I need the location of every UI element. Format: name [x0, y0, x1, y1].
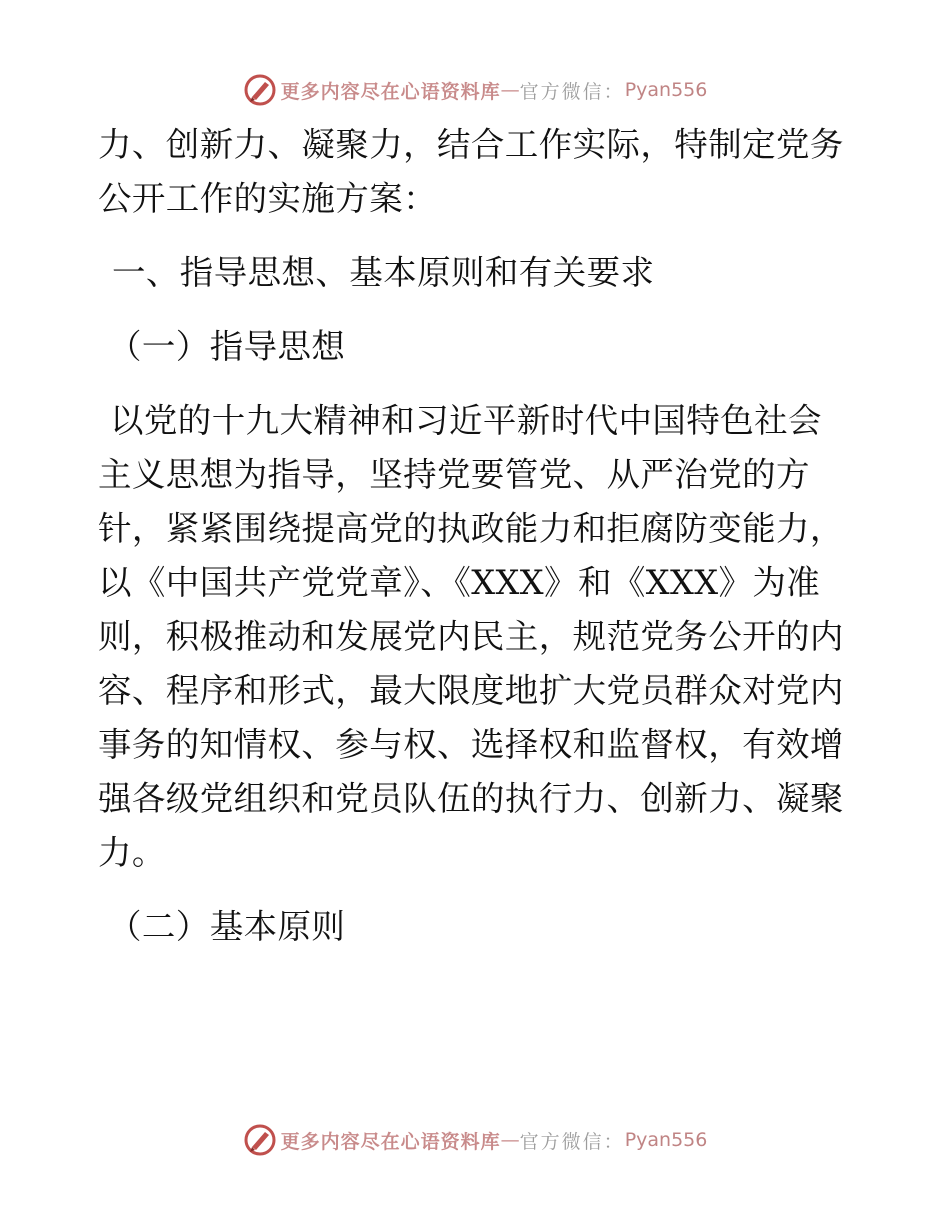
watermark-header	[0, 70, 950, 110]
pen-logo-icon	[243, 73, 277, 107]
body-line: 以党的十九大精神和习近平新时代中国特色社会	[110, 401, 822, 440]
watermark-official-label: 官方微信：	[519, 1130, 625, 1153]
watermark-dash: —	[500, 1129, 520, 1151]
intro-line: 公开工作的实施方案：	[98, 179, 437, 218]
watermark-main-text: 更多内容尽在心语资料库	[280, 80, 501, 103]
watermark-wechat-id: Pyan556	[624, 79, 708, 101]
subsection-heading: （二）基本原则	[108, 907, 346, 946]
watermark-wechat-id: Pyan556	[624, 1129, 708, 1151]
document-content	[98, 118, 858, 954]
pen-logo-icon	[243, 1123, 277, 1157]
body-line: 强各级党组织和党员队伍的执行力、创新力、凝聚	[98, 779, 844, 818]
body-line: 事务的知情权、参与权、选择权和监督权，有效增	[98, 725, 844, 764]
intro-line: 力、创新力、凝聚力，结合工作实际，特制定党务	[98, 125, 844, 164]
watermark-main-text: 更多内容尽在心语资料库	[280, 1130, 501, 1153]
body-line: 主义思想为指导，坚持党要管党、从严治党的方	[98, 455, 810, 494]
watermark-dash: —	[500, 79, 520, 101]
watermark-footer	[0, 1120, 950, 1160]
section-heading: 一、指导思想、基本原则和有关要求	[112, 253, 655, 292]
body-line: 容、程序和形式，最大限度地扩大党员群众对党内	[98, 671, 844, 710]
body-line: 力。	[98, 833, 166, 872]
body-line: 针，紧紧围绕提高党的执政能力和拒腐防变能力，	[98, 509, 844, 548]
body-line: 则，积极推动和发展党内民主，规范党务公开的内	[98, 617, 844, 656]
watermark-official-label: 官方微信：	[519, 80, 625, 103]
body-line: 以《中国共产党党章》、《XXX》和《XXX》为准	[98, 563, 821, 602]
subsection-heading: （一）指导思想	[108, 327, 346, 366]
